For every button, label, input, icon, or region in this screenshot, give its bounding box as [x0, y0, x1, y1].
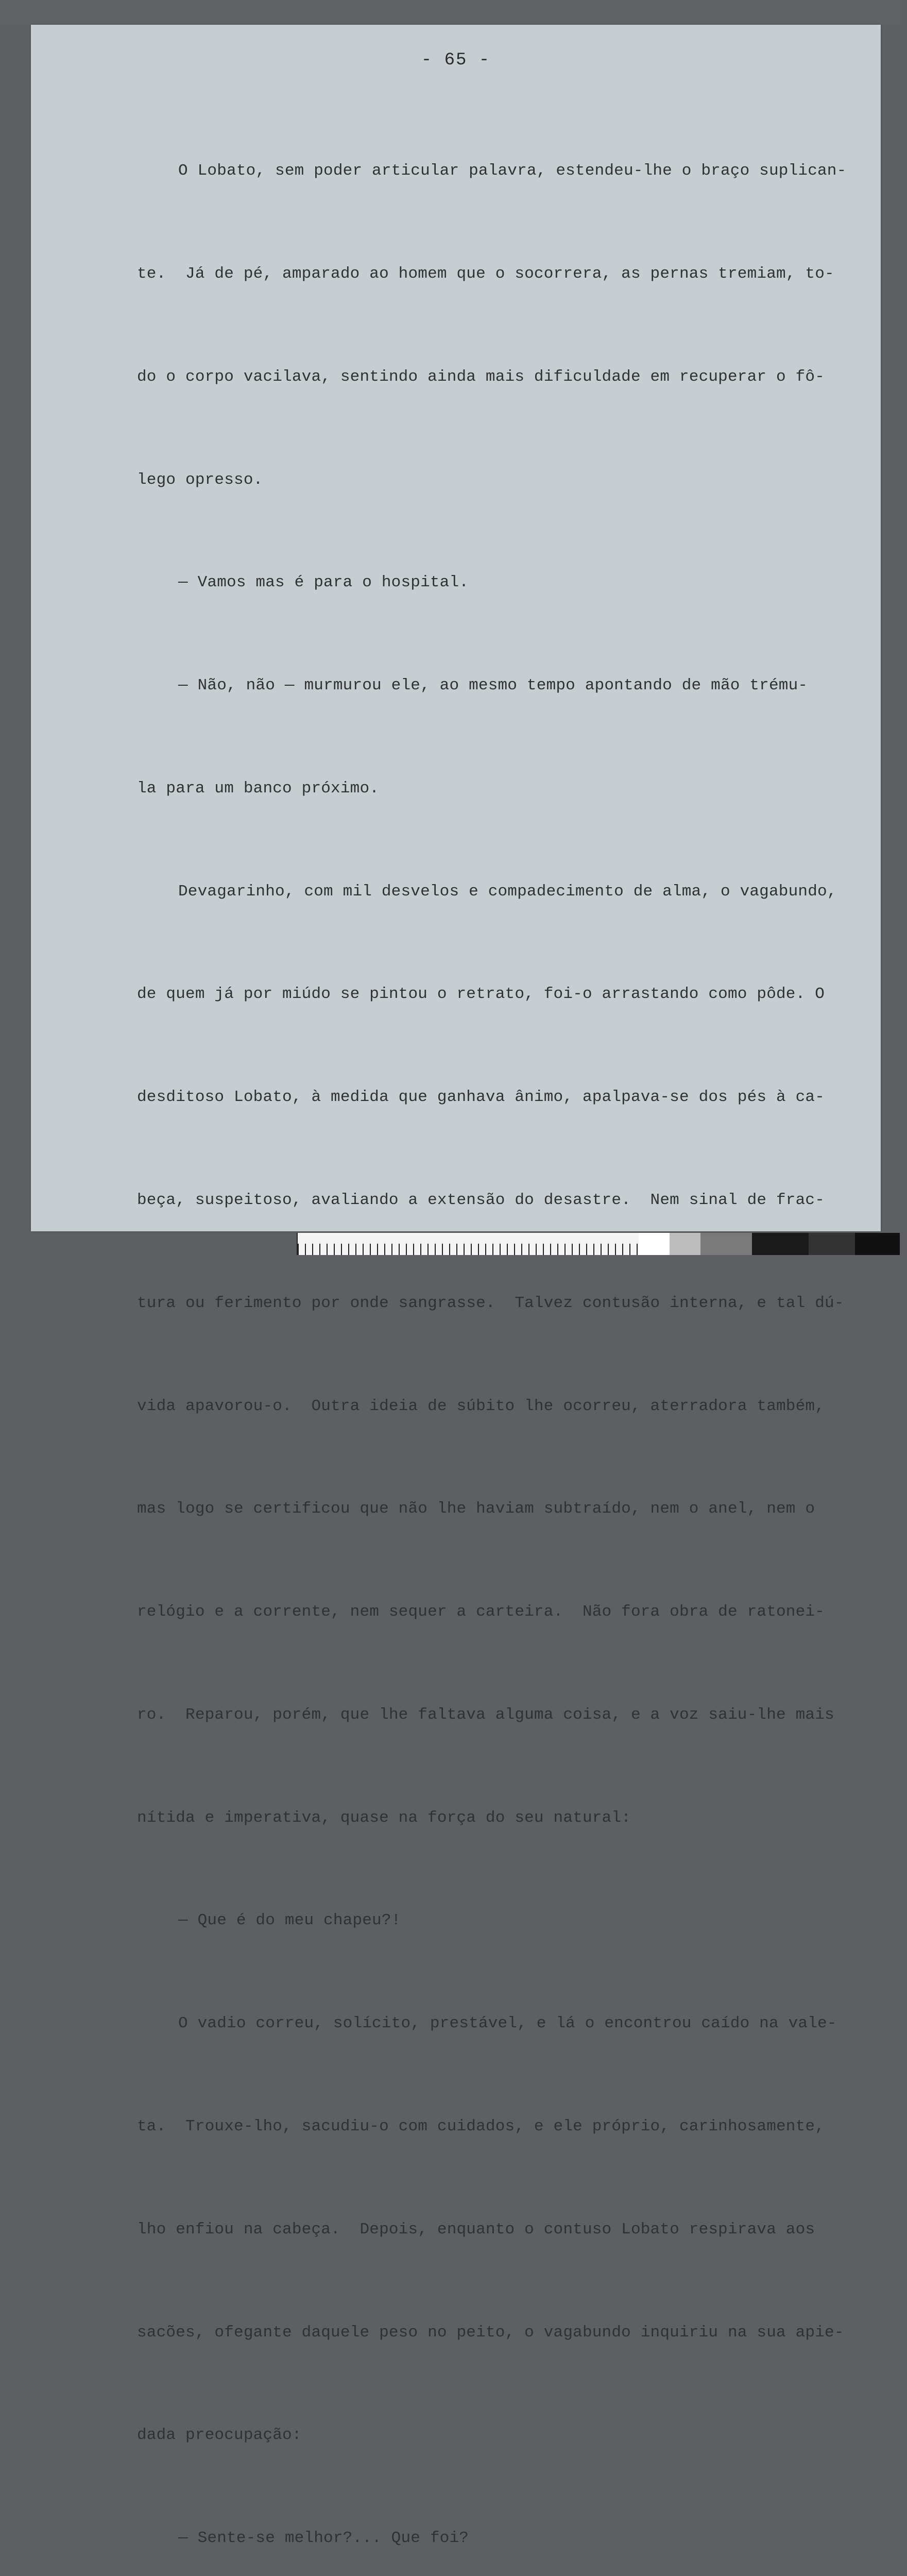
text-line: vida apavorou-o. Outra ideia de súbito lhe ocorreu, aterradora também, — [137, 1397, 825, 1415]
text-line: do o corpo vacilava, sentindo ainda mais dificuldade em recuperar o fô- — [137, 367, 825, 386]
text-line: O Lobato, sem poder articular palavra, estendeu-lhe o braço suplican- — [178, 162, 847, 180]
text-line: beça, suspeitoso, avaliando a extensão do desastre. Nem sinal de frac- — [137, 1191, 825, 1209]
dialogue-line: — Que é do meu chapeu?! — [178, 1911, 401, 1930]
text-line: de quem já por miúdo se pintou o retrato, foi-o arrastando como pôde. O — [137, 985, 825, 1004]
text-line: ro. Reparou, porém, que lhe faltava alguma coisa, e a voz saiu-lhe mais — [137, 1705, 834, 1724]
text-line: lho enfiou na cabeça. Depois, enquanto o contuso Lobato respirava aos — [137, 2220, 815, 2239]
text-line: lego opresso. — [137, 470, 263, 489]
measurement-ruler — [297, 1233, 639, 1255]
text-line: tura ou ferimento por onde sangrasse. Talvez contusão interna, e tal dú- — [137, 1294, 844, 1312]
scale-swatch — [752, 1233, 809, 1255]
text-line: te. Já de pé, amparado ao homem que o socorrera, as pernas tremiam, to- — [137, 264, 834, 283]
scale-swatch — [670, 1233, 700, 1255]
scale-swatch — [855, 1233, 900, 1255]
scale-swatch — [809, 1233, 855, 1255]
text-line: mas logo se certificou que não lhe haviam subtraído, nem o anel, nem o — [137, 1500, 815, 1518]
text-line: dada preocupação: — [137, 2426, 302, 2445]
text-line: la para um banco próximo. — [137, 779, 380, 798]
text-line: sacões, ofegante daquele peso no peito, o vagabundo inquiriu na sua apie- — [137, 2323, 844, 2342]
text-line: relógio e a corrente, nem sequer a carteira. Não fora obra de ratonei- — [137, 1603, 825, 1621]
text-line: O vadio correu, solícito, prestável, e lá o encontrou caído na vale- — [178, 2014, 837, 2033]
page-number: - 65 - — [421, 50, 491, 70]
color-scale-bar — [297, 1233, 900, 1255]
dialogue-line: — Vamos mas é para o hospital. — [178, 573, 469, 592]
text-line: nítida e imperativa, quase na força do seu natural: — [137, 1808, 631, 1827]
text-line: ta. Trouxe-lho, sacudiu-o com cuidados, e ele próprio, carinhosamente, — [137, 2117, 825, 2136]
dialogue-line: — Não, não — murmurou ele, ao mesmo tempo apontando de mão trému- — [178, 676, 808, 695]
text-line: Devagarinho, com mil desvelos e compadecimento de alma, o vagabundo, — [178, 882, 837, 901]
dialogue-line: — Sente-se melhor?... Que foi? — [178, 2529, 469, 2548]
typed-page — [31, 25, 881, 2548]
text-line: desditoso Lobato, à medida que ganhava ânimo, apalpava-se dos pés à ca- — [137, 1088, 825, 1107]
page-body — [137, 86, 907, 2576]
scale-swatch — [639, 1233, 670, 1255]
scale-swatch — [700, 1233, 752, 1255]
scanner-backdrop — [0, 0, 900, 25]
